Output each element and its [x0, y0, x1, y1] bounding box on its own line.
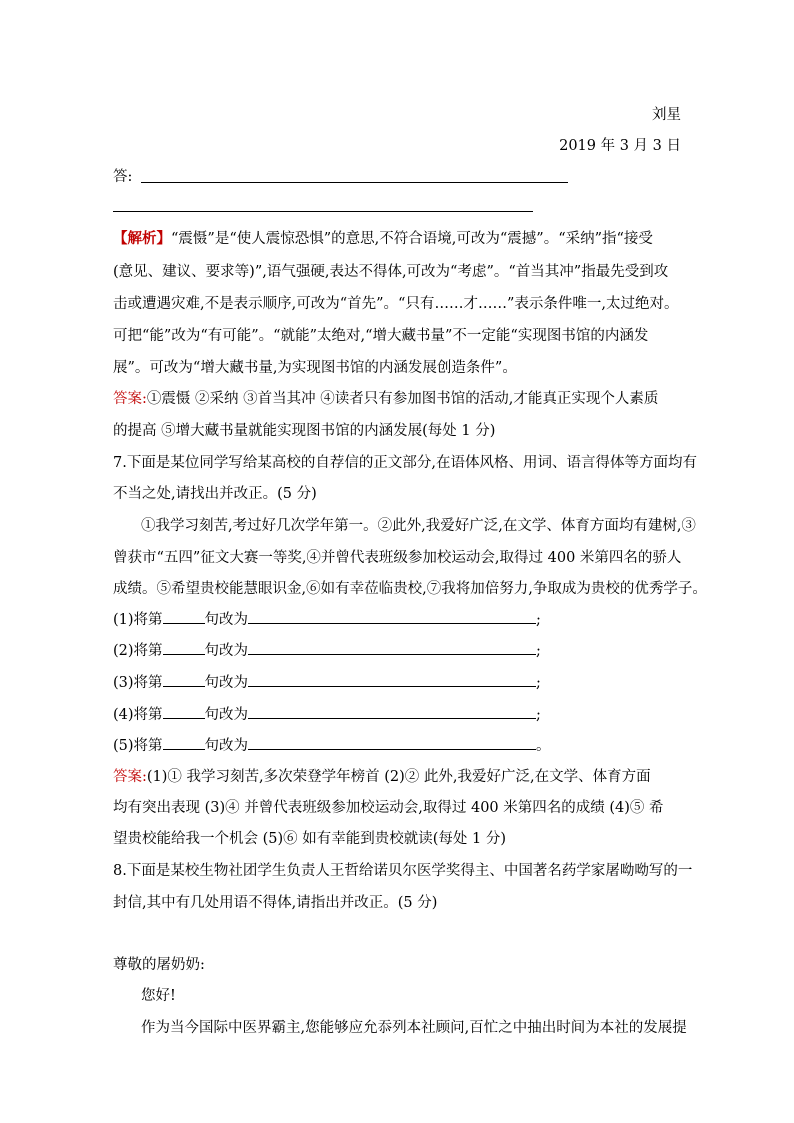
letter-salutation: 尊敬的屠奶奶: [113, 957, 205, 973]
q7-para-3: 成绩。⑤希望贵校能慧眼识金,⑥如有幸莅临贵校,⑦我将加倍努力,争取成为贵校的优秀学子。 [113, 581, 707, 597]
q7-answer-3: 望贵校能给我一个机会 (5)⑥ 如有幸能到贵校就读(每处 1 分) [113, 831, 507, 847]
blank-field[interactable] [163, 704, 205, 719]
q7-blank-4 [113, 704, 541, 724]
blank-num: (4)将第 [113, 707, 163, 723]
analysis-line-2: (意见、建议、要求等)”,语气强硬,表达不得体,可改为“考虑”。“首当其冲”指最先受到攻 [113, 264, 669, 280]
answer6-label: 答案: [113, 391, 147, 407]
blank-field[interactable] [163, 735, 205, 750]
q7-answer-label: 答案: [113, 769, 147, 785]
answer6-line-2: 的提高 ⑤增大藏书量就能实现图书馆的内涵发展(每处 1 分) [113, 423, 496, 439]
analysis-line-3: 击或遭遇灾难,不是表示顺序,可改为“首先”。“只有……才……”表示条件唯一,太过绝对。 [113, 296, 679, 312]
blank-num: (5)将第 [113, 738, 163, 754]
blank-field[interactable] [248, 609, 536, 624]
blank-num: (1)将第 [113, 612, 163, 628]
q7-para-1: ①我学习刻苦,考过好几次学年第一。②此外,我爱好广泛,在文学、体育方面均有建树,③ [141, 518, 696, 534]
q7-blank-5 [113, 735, 551, 755]
blank-end: ; [536, 643, 541, 659]
q7-para-2: 曾获市“五四”征文大赛一等奖,④并曾代表班级参加校运动会,取得过 400 米第四名的骄人 [113, 550, 682, 566]
blank-num: (2)将第 [113, 643, 163, 659]
blank-field[interactable] [248, 640, 536, 655]
blank-num: (3)将第 [113, 675, 163, 691]
q7-blank-3 [113, 672, 541, 692]
q8-stem-2: 封信,其中有几处用语不得体,请指出并改正。(5 分) [113, 895, 438, 911]
answer-underline-1 [141, 182, 568, 183]
q7-answer-text-1: (1)① 我学习刻苦,多次荣登学年榜首 (2)② 此外,我爱好广泛,在文学、体育方面 [146, 769, 651, 785]
q7-stem-2: 不当之处,请找出并改正。(5 分) [113, 486, 317, 502]
blank-field[interactable] [163, 609, 205, 624]
signature-date: 2019 年 3 月 3 日 [559, 138, 681, 154]
analysis-line-5: 展”。可改为“增大藏书量,为实现图书馆的内涵发展创造条件”。 [113, 360, 517, 376]
blank-field[interactable] [248, 704, 536, 719]
letter-body: 作为当今国际中医界霸主,您能够应允忝列本社顾问,百忙之中抽出时间为本社的发展提 [141, 1020, 687, 1036]
blank-end: ; [536, 675, 541, 691]
blank-field[interactable] [248, 672, 536, 687]
answer6-text-1: ①震慑 ②采纳 ③首当其冲 ④读者只有参加图书馆的活动,才能真正实现个人素质 [146, 391, 659, 407]
q7-blank-2 [113, 640, 541, 660]
signature-name: 刘星 [652, 107, 681, 123]
q7-answer-1 [113, 767, 651, 787]
answer-underline-2 [113, 211, 533, 212]
analysis-tag: 【解析】 [113, 230, 171, 247]
q7-stem-1: 7.下面是某位同学写给某高校的自荐信的正文部分,在语体风格、用词、语言得体等方面均有 [113, 455, 697, 471]
analysis-line-1 [113, 229, 653, 249]
analysis-line-4: 可把“能”改为“有可能”。“就能”太绝对,“增大藏书量”不一定能“实现图书馆的内涵发 [113, 328, 649, 344]
blank-mid: 句改为 [204, 643, 249, 659]
blank-field[interactable] [163, 672, 205, 687]
q8-stem-1: 8.下面是某校生物社团学生负责人王哲给诺贝尔医学奖得主、中国著名药学家屠呦呦写的一 [113, 863, 693, 879]
blank-mid: 句改为 [204, 675, 249, 691]
blank-field[interactable] [163, 640, 205, 655]
blank-end: ; [536, 612, 541, 628]
blank-mid: 句改为 [204, 738, 249, 754]
answer6-line-1 [113, 389, 658, 409]
blank-field[interactable] [248, 735, 536, 750]
q7-blank-1 [113, 609, 541, 629]
blank-end: ; [536, 707, 541, 723]
blank-end: 。 [536, 738, 551, 754]
blank-mid: 句改为 [204, 707, 249, 723]
blank-mid: 句改为 [204, 612, 249, 628]
letter-greeting: 您好! [141, 988, 176, 1004]
q7-answer-2: 均有突出表现 (3)④ 并曾代表班级参加校运动会,取得过 400 米第四名的成绩 (4)⑤ 希 [113, 800, 664, 816]
answer-label: 答: [113, 169, 133, 185]
analysis-text: “震慑”是“使人震惊恐惧”的意思,不符合语境,可改为“震撼”。“采纳”指“接受 [171, 231, 653, 247]
